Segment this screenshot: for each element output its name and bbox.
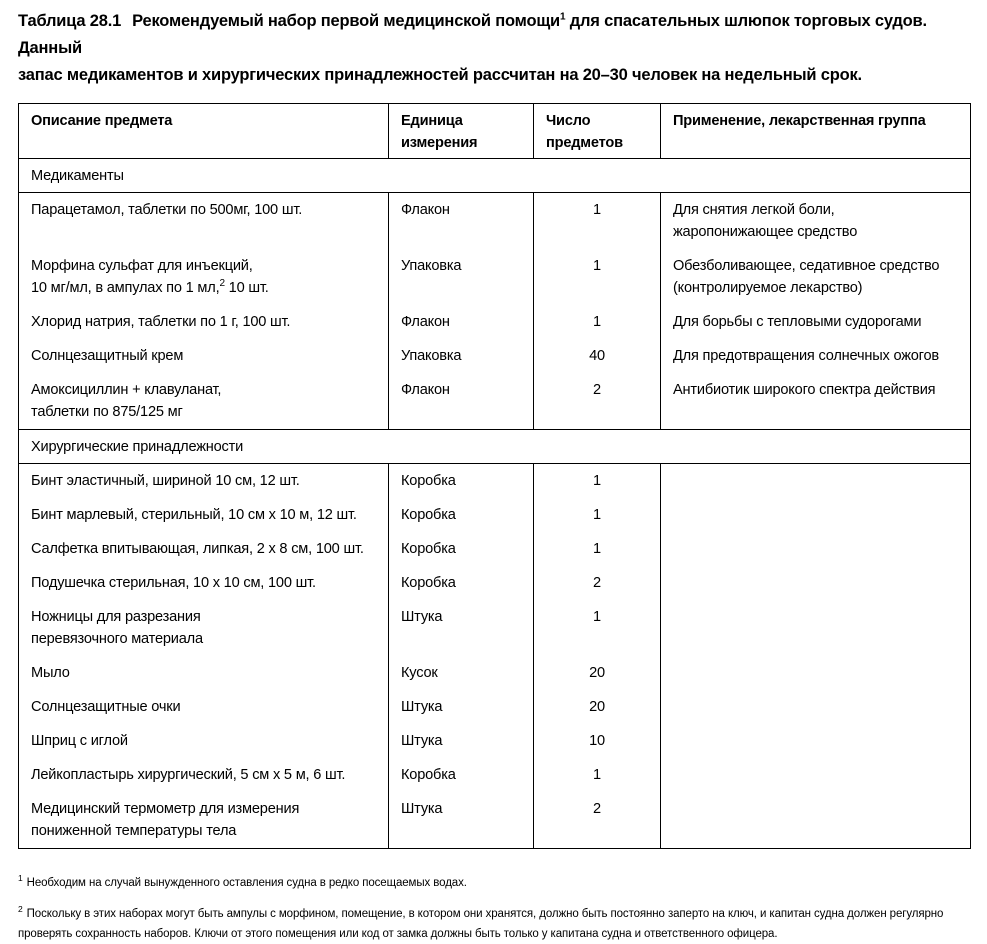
section-row bbox=[19, 430, 971, 464]
text-segment: Парацетамол, таблетки по 500мг, 100 шт. bbox=[31, 202, 303, 218]
text-segment: Лейкопластырь хирургический, 5 см х 5 м, 6 шт. bbox=[31, 767, 346, 783]
table-row bbox=[19, 305, 971, 339]
unit-cell: Штука bbox=[389, 600, 534, 656]
text-segment: проверять сохранность наборов. Ключи от этого помещения или код от замка должны быть только у капитана судна и ответственного офицера. bbox=[18, 928, 778, 940]
application-cell bbox=[661, 690, 971, 724]
count-cell: 2 bbox=[534, 373, 661, 430]
application-cell bbox=[661, 305, 971, 339]
unit-cell: Флакон bbox=[389, 193, 534, 250]
count-cell: 1 bbox=[534, 498, 661, 532]
text-segment: Применение, лекарственная группа bbox=[673, 113, 926, 129]
table-body bbox=[19, 159, 971, 849]
table-row bbox=[19, 758, 971, 792]
count-cell: 20 bbox=[534, 656, 661, 690]
column-header-application bbox=[661, 104, 971, 159]
count-cell: 1 bbox=[534, 305, 661, 339]
unit-cell: Коробка bbox=[389, 566, 534, 600]
text-segment: Солнцезащитные очки bbox=[31, 699, 181, 715]
column-header-unit bbox=[389, 104, 534, 159]
column-header-count bbox=[534, 104, 661, 159]
count-cell: 1 bbox=[534, 464, 661, 499]
text-segment: Для предотвращения солнечных ожогов bbox=[673, 348, 939, 364]
table-row bbox=[19, 792, 971, 849]
table-header-row bbox=[19, 104, 971, 159]
text-segment: Необходим на случай вынужденного оставления судна в редко посещаемых водах. bbox=[26, 877, 467, 889]
text-segment: для спасательных шлюпок торговых судов. Данный bbox=[18, 12, 927, 57]
item-description-cell bbox=[19, 566, 389, 600]
section-label: Хирургические принадлежности bbox=[19, 430, 971, 464]
text-segment: (контролируемое лекарство) bbox=[673, 280, 863, 296]
unit-cell: Штука bbox=[389, 724, 534, 758]
application-cell bbox=[661, 464, 971, 499]
text-segment: Хлорид натрия, таблетки по 1 г, 100 шт. bbox=[31, 314, 291, 330]
count-cell: 1 bbox=[534, 249, 661, 305]
count-cell: 1 bbox=[534, 600, 661, 656]
count-cell: 1 bbox=[534, 758, 661, 792]
table-row bbox=[19, 373, 971, 430]
first-aid-kit-table bbox=[18, 103, 971, 849]
footnote-marker: 2 bbox=[18, 904, 23, 915]
table-row bbox=[19, 656, 971, 690]
text-segment: пониженной температуры тела bbox=[31, 823, 237, 839]
unit-cell: Коробка bbox=[389, 532, 534, 566]
text-segment: Единица bbox=[401, 113, 463, 129]
table-row bbox=[19, 193, 971, 250]
count-cell: 2 bbox=[534, 792, 661, 849]
text-segment: Описание предмета bbox=[31, 113, 173, 129]
application-cell bbox=[661, 532, 971, 566]
text-segment: жаропонижающее средство bbox=[673, 224, 858, 240]
table-row bbox=[19, 690, 971, 724]
count-cell: 10 bbox=[534, 724, 661, 758]
table-row bbox=[19, 600, 971, 656]
table-caption bbox=[18, 8, 970, 89]
section-row bbox=[19, 159, 971, 193]
text-segment: таблетки по 875/125 мг bbox=[31, 404, 183, 420]
application-cell bbox=[661, 373, 971, 430]
item-description-cell bbox=[19, 656, 389, 690]
footnote bbox=[18, 904, 978, 944]
count-cell: 1 bbox=[534, 193, 661, 250]
item-description-cell bbox=[19, 193, 389, 250]
count-cell: 1 bbox=[534, 532, 661, 566]
count-cell: 20 bbox=[534, 690, 661, 724]
item-description-cell bbox=[19, 249, 389, 305]
section-label: Медикаменты bbox=[19, 159, 971, 193]
table-row bbox=[19, 566, 971, 600]
application-cell bbox=[661, 193, 971, 250]
unit-cell: Упаковка bbox=[389, 249, 534, 305]
table-caption-number: Таблица 28.1 bbox=[18, 12, 122, 30]
table-row bbox=[19, 724, 971, 758]
text-segment: запас медикаментов и хирургических принадлежностей рассчитан на 20–30 человек на недельный срок. bbox=[18, 66, 862, 84]
application-cell bbox=[661, 656, 971, 690]
table-row bbox=[19, 249, 971, 305]
text-segment: 10 мг/мл, в ампулах по 1 мл, bbox=[31, 280, 220, 296]
text-segment: Бинт эластичный, шириной 10 см, 12 шт. bbox=[31, 473, 300, 489]
application-cell bbox=[661, 792, 971, 849]
text-segment: Ножницы для разрезания bbox=[31, 609, 201, 625]
footnote-ref: 2 bbox=[219, 278, 225, 290]
application-cell bbox=[661, 498, 971, 532]
footnotes-block bbox=[18, 873, 978, 944]
item-description-cell bbox=[19, 339, 389, 373]
item-description-cell bbox=[19, 724, 389, 758]
table-caption-text bbox=[18, 12, 927, 84]
count-cell: 40 bbox=[534, 339, 661, 373]
text-segment: Обезболивающее, седативное средство bbox=[673, 258, 940, 274]
text-segment: Салфетка впитывающая, липкая, 2 х 8 см, 100 шт. bbox=[31, 541, 364, 557]
unit-cell: Флакон bbox=[389, 305, 534, 339]
footnote bbox=[18, 873, 978, 893]
unit-cell: Флакон bbox=[389, 373, 534, 430]
text-segment: Медицинский термометр для измерения bbox=[31, 801, 300, 817]
unit-cell: Упаковка bbox=[389, 339, 534, 373]
application-cell bbox=[661, 566, 971, 600]
text-segment: Подушечка стерильная, 10 х 10 см, 100 шт. bbox=[31, 575, 316, 591]
text-segment: Для борьбы с тепловыми судорогами bbox=[673, 314, 922, 330]
application-cell bbox=[661, 758, 971, 792]
text-segment: Число bbox=[546, 113, 591, 129]
text-segment: Рекомендуемый набор первой медицинской помощи bbox=[132, 12, 560, 30]
text-segment: Поскольку в этих наборах могут быть ампулы с морфином, помещение, в котором они хранятся, должно быть постоянно заперто на ключ, и капитан судна должен регулярно bbox=[26, 908, 944, 920]
table-row bbox=[19, 339, 971, 373]
application-cell bbox=[661, 339, 971, 373]
text-segment: Амоксициллин + клавуланат, bbox=[31, 382, 222, 398]
application-cell bbox=[661, 600, 971, 656]
item-description-cell bbox=[19, 532, 389, 566]
item-description-cell bbox=[19, 690, 389, 724]
table-row bbox=[19, 532, 971, 566]
unit-cell: Штука bbox=[389, 690, 534, 724]
unit-cell: Коробка bbox=[389, 464, 534, 499]
footnote-marker: 1 bbox=[18, 873, 23, 884]
unit-cell: Кусок bbox=[389, 656, 534, 690]
text-segment: перевязочного материала bbox=[31, 631, 203, 647]
text-segment: Морфина сульфат для инъекций, bbox=[31, 258, 253, 274]
text-segment: Шприц с иглой bbox=[31, 733, 128, 749]
unit-cell: Коробка bbox=[389, 758, 534, 792]
text-segment: предметов bbox=[546, 135, 623, 151]
unit-cell: Коробка bbox=[389, 498, 534, 532]
text-segment: Солнцезащитный крем bbox=[31, 348, 184, 364]
item-description-cell bbox=[19, 600, 389, 656]
unit-cell: Штука bbox=[389, 792, 534, 849]
text-segment: Для снятия легкой боли, bbox=[673, 202, 835, 218]
count-cell: 2 bbox=[534, 566, 661, 600]
table-row bbox=[19, 498, 971, 532]
item-description-cell bbox=[19, 464, 389, 499]
application-cell bbox=[661, 249, 971, 305]
text-segment: измерения bbox=[401, 135, 478, 151]
table-row bbox=[19, 464, 971, 499]
column-header-description bbox=[19, 104, 389, 159]
text-segment: Мыло bbox=[31, 665, 70, 681]
application-cell bbox=[661, 724, 971, 758]
footnote-text bbox=[18, 908, 943, 940]
item-description-cell bbox=[19, 373, 389, 430]
footnote-text bbox=[27, 877, 467, 889]
text-segment: Бинт марлевый, стерильный, 10 см х 10 м, 12 шт. bbox=[31, 507, 357, 523]
text-segment: Антибиотик широкого спектра действия bbox=[673, 382, 936, 398]
item-description-cell bbox=[19, 498, 389, 532]
item-description-cell bbox=[19, 792, 389, 849]
text-segment: 10 шт. bbox=[224, 280, 269, 296]
footnote-ref: 1 bbox=[559, 11, 566, 23]
item-description-cell bbox=[19, 758, 389, 792]
item-description-cell bbox=[19, 305, 389, 339]
